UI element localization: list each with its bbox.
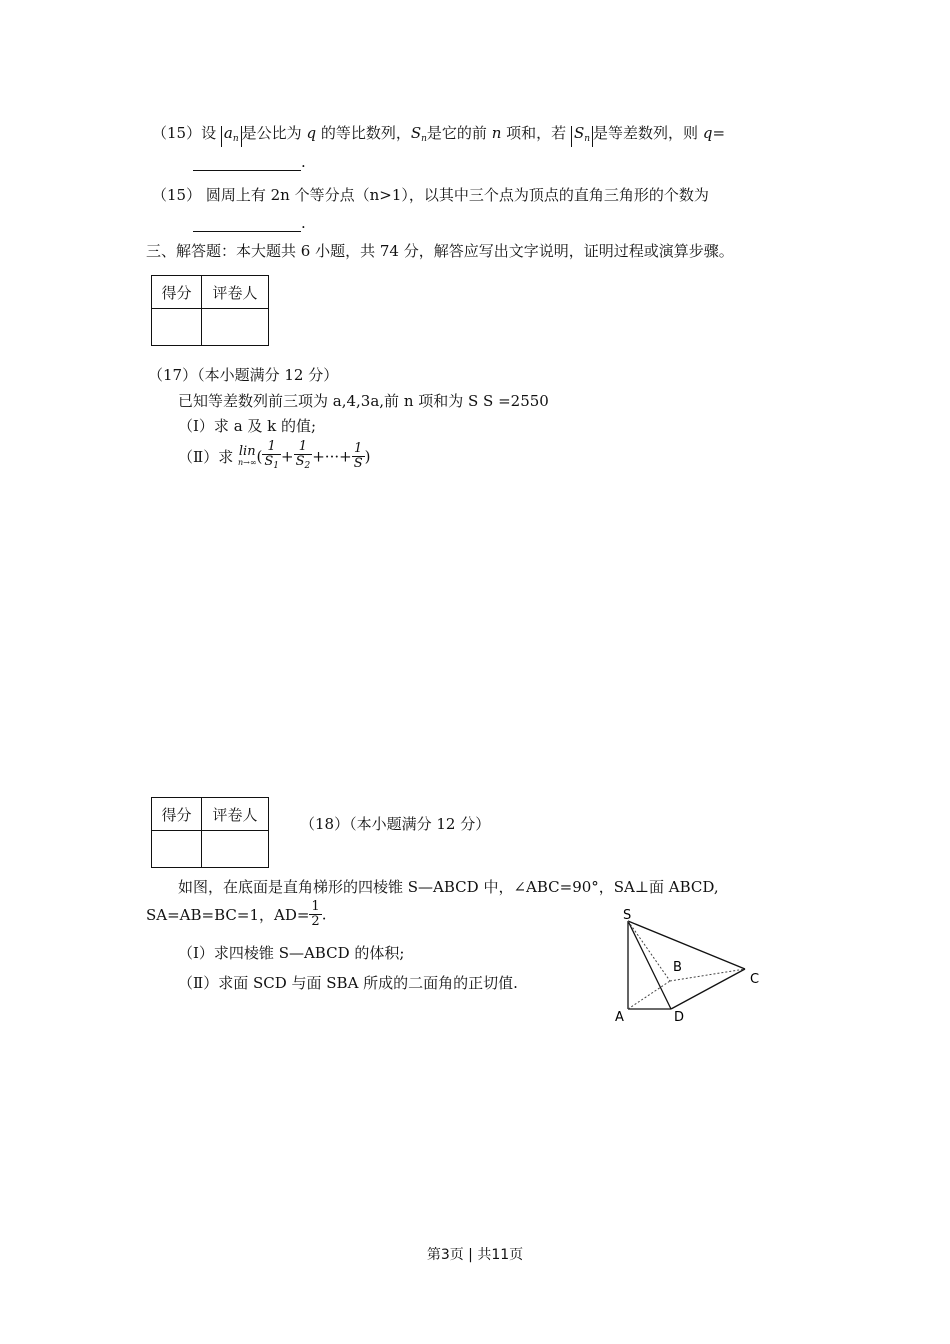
fraction-1: $\frac{1}{S_1}$ [264, 439, 280, 471]
page-footer: 第3页 | 共11页 [426, 1247, 524, 1263]
q15a-text-5: 项和，若 [506, 124, 567, 142]
abs-a-n: $a_n$ [221, 126, 242, 147]
q15a-eq: = [712, 124, 726, 142]
fraction-2: $\frac{1}{S_2}$ [295, 439, 311, 471]
q15b-answer-line [193, 214, 306, 232]
q15a-q2: q [702, 124, 713, 142]
q18-stem-2: SA=AB=BC=1，AD= $\frac{1}{2}$ . [146, 899, 327, 929]
score-table-18 [151, 797, 269, 868]
question-15-b: （15） 圆周上有 2n 个等分点（n>1），以其中三个点为顶点的直角三角形的个数为 [152, 186, 709, 204]
q18-part2: （Ⅱ）求面 SCD 与面 SBA 所成的二面角的正切值. [178, 974, 518, 992]
pyramid-figure [605, 905, 775, 1030]
q15a-S: S [410, 124, 422, 142]
q15a-text-3: 的等比数列， [320, 124, 411, 142]
q18-part1: （Ⅰ）求四棱锥 S—ABCD 的体积; [178, 944, 405, 962]
q18-stem-1: 如图，在底面是直角梯形的四棱锥 S—ABCD 中，∠ABC=90°，SA⊥面 ABCD, [178, 878, 719, 896]
q15a-text-1: 设 [201, 124, 217, 142]
grader-header: 评卷人 [202, 276, 269, 309]
fraction-one-half: $\frac{1}{2}$ [311, 899, 320, 929]
label-A: A [615, 1010, 624, 1025]
q15a-end: . [301, 153, 306, 171]
q15a-q: q [306, 124, 317, 142]
q15a-answer-line [193, 153, 306, 171]
edge-SD [628, 921, 671, 1009]
q18-title: （18）（本小题满分 12 分） [300, 815, 491, 833]
q15b-blank [193, 215, 301, 232]
grader-header: 评卷人 [202, 798, 269, 831]
q17-stem: 已知等差数列前三项为 a,4,3a,前 n 项和为 S S =2550 [178, 392, 549, 410]
score-table-17 [151, 275, 269, 346]
q15a-text-2: 是公比为 [241, 124, 302, 142]
grader-cell [202, 309, 269, 346]
limit-symbol: lin n→∞ [237, 443, 257, 467]
q15a-S-sub: n [421, 134, 427, 144]
label-S: S [623, 908, 632, 923]
section-3-heading: 三、解答题：本大题共 6 小题，共 74 分，解答应写出文字说明，证明过程或演算步骤。 [146, 242, 734, 260]
q17-title: （17）（本小题满分 12 分） [148, 366, 339, 384]
score-cell [152, 831, 202, 868]
question-15-a [152, 122, 725, 147]
abs-S-n: $S_n$ [571, 126, 593, 147]
q15a-text-4: 是它的前 [426, 124, 487, 142]
score-header: 得分 [152, 798, 202, 831]
q15a-n: n [491, 124, 502, 142]
label-D: D [674, 1010, 685, 1025]
q15a-number: （15） [152, 124, 202, 142]
fraction-3: $\frac{1}{S}$ [353, 441, 363, 471]
label-B: B [673, 960, 682, 975]
score-header: 得分 [152, 276, 202, 309]
q15b-end: . [301, 214, 306, 232]
q15a-blank [193, 154, 301, 171]
q17-part2: （Ⅱ）求 lin n→∞ ( $\frac{1}{S_1}$ + $\frac{1}{S_2}$ +···+ $\frac{1}{S}$ ) [178, 439, 371, 471]
edge-DC [671, 969, 745, 1009]
edge-SC [628, 921, 745, 969]
score-cell [152, 309, 202, 346]
q17-part1: （Ⅰ）求 a 及 k 的值; [178, 417, 317, 435]
label-C: C [750, 972, 760, 987]
grader-cell [202, 831, 269, 868]
q15a-text-6: 是等差数列，则 [593, 124, 699, 142]
